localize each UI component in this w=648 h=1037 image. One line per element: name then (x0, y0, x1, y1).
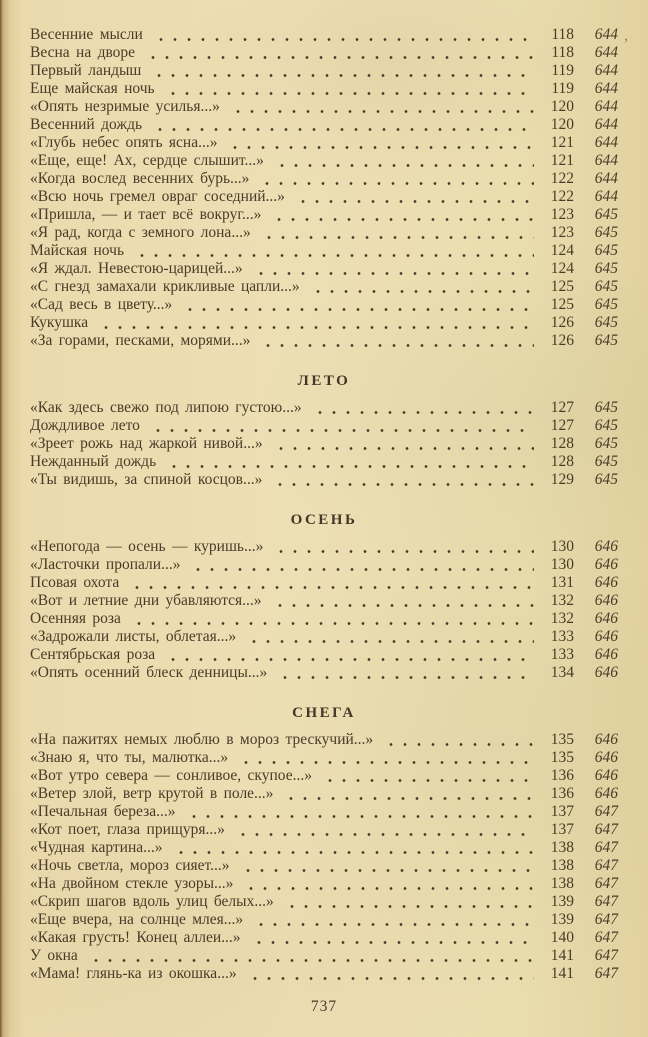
entry-title: «Пришла, — и тает всё вокруг...» (30, 206, 262, 223)
entry-title: Весенние мысли (30, 26, 143, 43)
entry-title: «Когда вослед весенних бурь...» (30, 170, 250, 187)
entry-page-number: 124 (550, 260, 574, 277)
entry-commentary-page-number: 645 (594, 296, 618, 313)
toc-entry-row (30, 767, 618, 785)
entry-page-number: 133 (550, 646, 574, 663)
dot-leader (258, 170, 534, 188)
toc-entry-row (30, 242, 618, 260)
entry-title: Еще майская ночь (30, 80, 155, 97)
entry-commentary-page-number: 646 (594, 646, 618, 663)
toc-entry-row (30, 538, 618, 556)
entry-title: Осенняя роза (30, 610, 121, 627)
entry-commentary-page-number: 646 (594, 574, 618, 591)
entry-commentary-page-number: 647 (594, 857, 618, 874)
entry-page-number: 138 (550, 875, 574, 892)
dot-leader (270, 206, 534, 224)
stray-ink-mark: , (624, 27, 628, 44)
entry-page-number: 128 (550, 453, 574, 470)
entry-page-number: 140 (550, 929, 574, 946)
page-footer (30, 998, 618, 1016)
entry-page-number: 130 (550, 556, 574, 573)
toc-entry-row (30, 170, 618, 188)
toc-entry-row (30, 417, 618, 435)
dot-leader (309, 278, 534, 296)
dot-leader (149, 417, 534, 435)
dot-leader (282, 785, 534, 803)
entry-page-number: 126 (550, 314, 574, 331)
entry-page-number: 121 (550, 152, 574, 169)
entry-commentary-page-number: 644 (594, 44, 618, 61)
toc-entry-row (30, 628, 618, 646)
dot-leader (189, 556, 534, 574)
toc-entry-row (30, 435, 618, 453)
entry-commentary-page-number: 644 (594, 98, 618, 115)
toc-entry-row (30, 803, 618, 821)
entry-title: У окна (30, 947, 78, 964)
entry-page-number: 123 (550, 224, 574, 241)
dot-leader (185, 803, 535, 821)
entry-page-number: 123 (550, 206, 574, 223)
toc-entry-row (30, 911, 618, 929)
entry-commentary-page-number: 647 (594, 803, 618, 820)
dot-leader (239, 857, 535, 875)
folio-number: 737 (310, 998, 338, 1015)
entry-commentary-page-number: 645 (594, 471, 618, 488)
entry-commentary-page-number: 646 (594, 538, 618, 555)
toc-entry-row (30, 592, 618, 610)
entry-commentary-page-number: 644 (594, 170, 618, 187)
dot-leader (229, 98, 534, 116)
dot-leader (87, 947, 534, 965)
entry-page-number: 138 (550, 839, 574, 856)
dot-leader (128, 574, 534, 592)
entry-page-number: 141 (550, 965, 574, 982)
entry-title: «Я рад, когда с земного лона...» (30, 224, 251, 241)
dot-leader (97, 314, 534, 332)
dot-leader (272, 538, 534, 556)
dot-leader (260, 224, 534, 242)
toc-rows (30, 731, 618, 983)
dot-leader (252, 911, 534, 929)
toc-entry-row (30, 98, 618, 116)
entry-title: «Опять незримые усилья...» (30, 98, 220, 115)
toc-entry-row (30, 116, 618, 134)
toc-entry-row (30, 224, 618, 242)
entry-title: «На двойном стекле узоры...» (30, 875, 234, 892)
entry-title: «С гнезд замахали крикливые цапли...» (30, 278, 300, 295)
entry-page-number: 126 (550, 332, 574, 349)
toc-rows (30, 26, 618, 350)
dot-leader (242, 875, 534, 893)
entry-title: «Зреет рожь над жаркой нивой...» (30, 435, 263, 452)
dot-leader (245, 628, 534, 646)
dot-leader (283, 893, 534, 911)
entry-title: «Знаю я, что ты, малютка...» (30, 749, 229, 766)
entry-title: «Мама! глянь-ка из окошка...» (30, 965, 237, 982)
toc-entry-row (30, 821, 618, 839)
toc-entry-row (30, 610, 618, 628)
dot-leader (172, 839, 534, 857)
entry-commentary-page-number: 647 (594, 839, 618, 856)
toc-entry-row (30, 453, 618, 471)
entry-commentary-page-number: 647 (594, 875, 618, 892)
toc-entry-row (30, 857, 618, 875)
toc-entry-row (30, 62, 618, 80)
entry-commentary-page-number: 646 (594, 749, 618, 766)
table-of-contents (30, 26, 618, 983)
entry-title: «Чудная картина...» (30, 839, 163, 856)
entry-page-number: 120 (550, 98, 574, 115)
entry-title: «Непогода — осень — куришь...» (30, 538, 264, 555)
entry-commentary-page-number: 644 (594, 26, 618, 43)
entry-commentary-page-number: 645 (594, 260, 618, 277)
dot-leader (152, 26, 534, 44)
dot-leader (276, 664, 534, 682)
entry-title: «Ветер злой, ветр крутой в поле...» (30, 785, 274, 802)
entry-page-number: 125 (550, 278, 574, 295)
entry-page-number: 134 (550, 664, 574, 681)
toc-entry-row (30, 206, 618, 224)
dot-leader (250, 929, 534, 947)
entry-commentary-page-number: 645 (594, 224, 618, 241)
toc-rows (30, 538, 618, 682)
entry-title: «На пажитях немых люблю в мороз трескучий...» (30, 731, 374, 748)
entry-commentary-page-number: 646 (594, 610, 618, 627)
toc-entry-row (30, 80, 618, 98)
toc-entry-row (30, 929, 618, 947)
toc-entry-row (30, 574, 618, 592)
toc-entry-row (30, 260, 618, 278)
entry-page-number: 122 (550, 170, 574, 187)
entry-page-number: 120 (550, 116, 574, 133)
entry-title: Сентябрьская роза (30, 646, 156, 663)
entry-title: Весенний дождь (30, 116, 143, 133)
dot-leader (151, 116, 534, 134)
entry-commentary-page-number: 645 (594, 242, 618, 259)
dot-leader (252, 260, 534, 278)
toc-entry-row (30, 965, 618, 983)
entry-title: «Всю ночь гремел овраг соседний...» (30, 188, 285, 205)
entry-commentary-page-number: 646 (594, 731, 618, 748)
toc-entry-row (30, 471, 618, 489)
entry-page-number: 119 (551, 62, 574, 79)
entry-title: «Сад весь в цвету...» (30, 296, 173, 313)
toc-entry-row (30, 188, 618, 206)
dot-leader (164, 646, 534, 664)
dot-leader (273, 152, 534, 170)
entry-page-number: 138 (550, 857, 574, 874)
dot-leader (294, 188, 534, 206)
entry-commentary-page-number: 645 (594, 417, 618, 434)
entry-title: «Вот утро севера — сонливое, скупое...» (30, 767, 312, 784)
dot-leader (144, 44, 534, 62)
entry-commentary-page-number: 644 (594, 152, 618, 169)
entry-title: «Задрожали листы, облетая...» (30, 628, 237, 645)
entry-title: Дождливое лето (30, 417, 140, 434)
entry-commentary-page-number: 646 (594, 664, 618, 681)
entry-page-number: 118 (551, 44, 574, 61)
dot-leader (271, 592, 534, 610)
entry-commentary-page-number: 646 (594, 556, 618, 573)
toc-entry-row (30, 839, 618, 857)
dot-leader (311, 399, 534, 417)
entry-commentary-page-number: 645 (594, 435, 618, 452)
toc-entry-row (30, 26, 618, 44)
entry-commentary-page-number: 646 (594, 767, 618, 784)
dot-leader (165, 453, 534, 471)
dot-leader (234, 821, 534, 839)
toc-entry-row (30, 399, 618, 417)
section-heading-leto: ЛЕТО (297, 373, 351, 389)
entry-title: «Я ждал. Невестою-царицей...» (30, 260, 243, 277)
entry-page-number: 135 (550, 731, 574, 748)
entry-commentary-page-number: 645 (594, 332, 618, 349)
entry-title: «Глубь небес опять ясна...» (30, 134, 218, 151)
toc-entry-row (30, 785, 618, 803)
entry-page-number: 127 (550, 417, 574, 434)
entry-page-number: 127 (550, 399, 574, 416)
entry-page-number: 129 (550, 471, 574, 488)
entry-page-number: 133 (550, 628, 574, 645)
toc-entry-row (30, 314, 618, 332)
entry-commentary-page-number: 645 (594, 314, 618, 331)
entry-commentary-page-number: 644 (594, 80, 618, 97)
entry-title: «Скрип шагов вдоль улиц белых...» (30, 893, 274, 910)
dot-leader (259, 332, 534, 350)
entry-page-number: 141 (550, 947, 574, 964)
dot-leader (382, 731, 534, 749)
entry-page-number: 139 (550, 911, 574, 928)
entry-title: Кукушка (30, 314, 89, 331)
toc-entry-row (30, 646, 618, 664)
entry-page-number: 121 (550, 134, 574, 151)
toc-entry-row (30, 152, 618, 170)
entry-title: «Какая грусть! Конец аллеи...» (30, 929, 241, 946)
dot-leader (150, 62, 534, 80)
entry-page-number: 139 (550, 893, 574, 910)
entry-page-number: 122 (550, 188, 574, 205)
toc-entry-row (30, 749, 618, 767)
toc-entry-row (30, 278, 618, 296)
entry-title: Первый ландыш (30, 62, 142, 79)
toc-entry-row (30, 332, 618, 350)
entry-page-number: 124 (550, 242, 574, 259)
section-heading-osen: ОСЕНЬ (290, 512, 358, 528)
toc-entry-row (30, 44, 618, 62)
entry-commentary-page-number: 646 (594, 628, 618, 645)
entry-commentary-page-number: 644 (594, 116, 618, 133)
entry-title: Псовая охота (30, 574, 120, 591)
entry-page-number: 136 (550, 785, 574, 802)
dot-leader (181, 296, 534, 314)
entry-commentary-page-number: 646 (594, 592, 618, 609)
entry-commentary-page-number: 647 (594, 929, 618, 946)
toc-section-spring (30, 26, 618, 350)
entry-title: Майская ночь (30, 242, 125, 259)
dot-leader (164, 80, 534, 98)
toc-entry-row (30, 731, 618, 749)
entry-title: «Вот и летние дни убавляются...» (30, 592, 262, 609)
entry-commentary-page-number: 644 (594, 188, 618, 205)
dot-leader (226, 134, 534, 152)
toc-entry-row (30, 875, 618, 893)
dot-leader (321, 767, 534, 785)
entry-page-number: 125 (550, 296, 574, 313)
entry-commentary-page-number: 645 (594, 399, 618, 416)
toc-section-snows (30, 704, 618, 983)
entry-title: Нежданный дождь (30, 453, 157, 470)
entry-page-number: 119 (551, 80, 574, 97)
toc-entry-row (30, 947, 618, 965)
entry-commentary-page-number: 647 (594, 893, 618, 910)
entry-commentary-page-number: 645 (594, 206, 618, 223)
entry-title: «Еще, еще! Ах, сердце слышит...» (30, 152, 264, 169)
entry-page-number: 137 (550, 803, 574, 820)
dot-leader (133, 242, 534, 260)
toc-section-summer (30, 372, 618, 489)
toc-entry-row (30, 296, 618, 314)
entry-commentary-page-number: 645 (594, 453, 618, 470)
entry-title: «Кот поет, глаза прищуря...» (30, 821, 225, 838)
entry-page-number: 136 (550, 767, 574, 784)
entry-commentary-page-number: 644 (594, 62, 618, 79)
entry-commentary-page-number: 644 (594, 134, 618, 151)
dot-leader (272, 435, 534, 453)
entry-title: «Ты видишь, за спиной косцов...» (30, 471, 263, 488)
toc-entry-row (30, 893, 618, 911)
entry-page-number: 130 (550, 538, 574, 555)
entry-page-number: 132 (550, 592, 574, 609)
entry-commentary-page-number: 647 (594, 911, 618, 928)
entry-page-number: 118 (551, 26, 574, 43)
entry-commentary-page-number: 645 (594, 278, 618, 295)
entry-page-number: 128 (550, 435, 574, 452)
dot-leader (271, 471, 534, 489)
toc-rows (30, 399, 618, 489)
dot-leader (130, 610, 534, 628)
dot-leader (246, 965, 534, 983)
entry-title: Весна на дворе (30, 44, 136, 61)
entry-title: «За горами, песками, морями...» (30, 332, 251, 349)
dot-leader (237, 749, 534, 767)
toc-entry-row (30, 134, 618, 152)
toc-entry-row (30, 556, 618, 574)
entry-page-number: 132 (550, 610, 574, 627)
entry-page-number: 131 (550, 574, 574, 591)
toc-section-autumn (30, 511, 618, 682)
section-heading-snega: СНЕГА (292, 705, 356, 721)
toc-entry-row (30, 664, 618, 682)
entry-title: «Ласточки пропали...» (30, 556, 181, 573)
entry-commentary-page-number: 647 (594, 821, 618, 838)
entry-title: «Опять осенний блеск денницы...» (30, 664, 268, 681)
entry-title: «Ночь светла, мороз сияет...» (30, 857, 230, 874)
entry-commentary-page-number: 647 (594, 965, 618, 982)
entry-commentary-page-number: 646 (594, 785, 618, 802)
entry-page-number: 137 (550, 821, 574, 838)
entry-title: «Печальная береза...» (30, 803, 176, 820)
entry-title: «Еще вчера, на солнце млея...» (30, 911, 244, 928)
entry-title: «Как здесь свежо под липою густою...» (30, 399, 302, 416)
entry-commentary-page-number: 647 (594, 947, 618, 964)
entry-page-number: 135 (550, 749, 574, 766)
